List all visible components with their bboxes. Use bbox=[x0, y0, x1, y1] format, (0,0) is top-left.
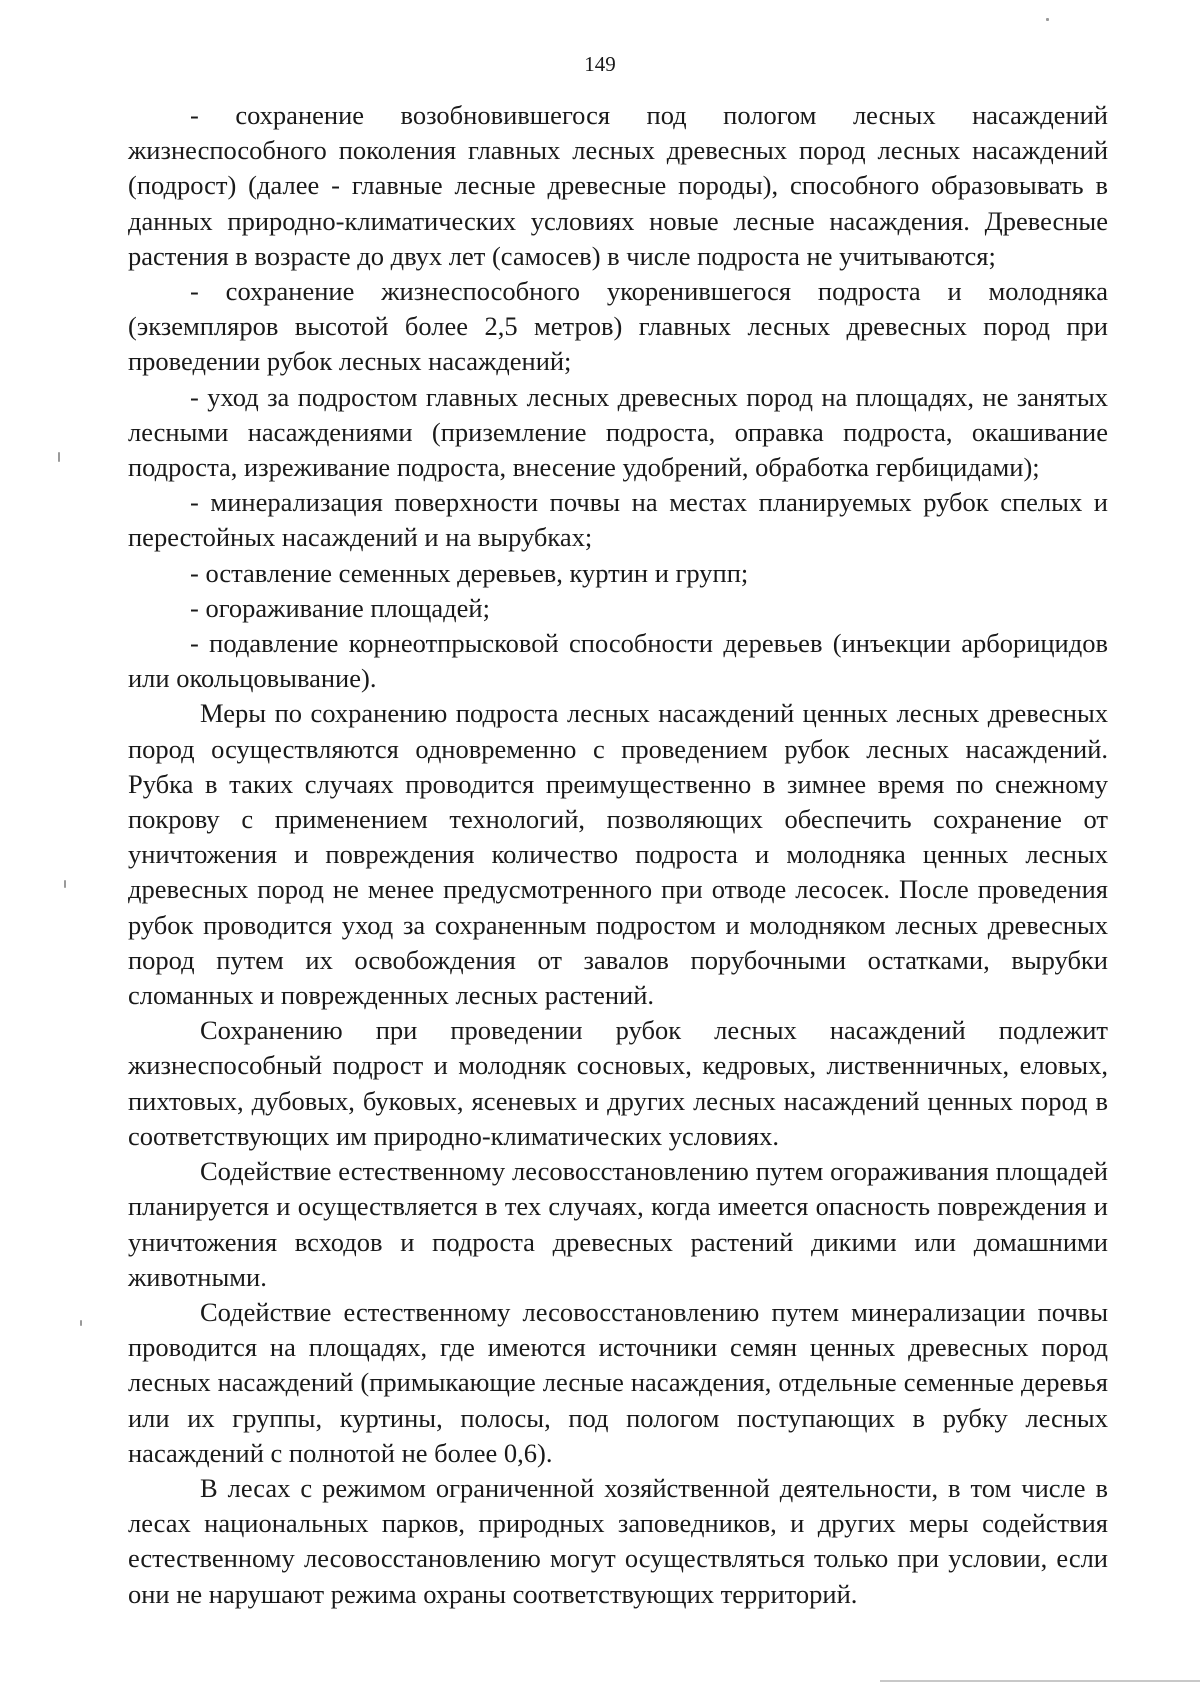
list-item: - сохранение возобновившегося под пологом лесных насаждений жизнеспособного поколения главных лесных древесных пород лесных насаждений (подрост) (далее - главные лесные древесные породы), способного образовывать в данных природно-климатических условиях новые лесные насаждения. Древесные растения в возрасте до двух лет (самосев) в числе подроста не учитываются; bbox=[128, 100, 1108, 271]
page-number: 149 bbox=[584, 52, 616, 76]
paragraph: Содействие естественному лесовосстановлению путем минерализации почвы проводится на площадях, где имеются источники семян ценных древесных пород лесных насаждений (примыкающие лесные насаждения, отдельные семенные деревья или их группы, куртины, полосы, под пологом поступающих в рубку лесных насаждений с полнотой не более 0,6). bbox=[128, 1296, 1108, 1468]
scan-artifact bbox=[64, 880, 66, 888]
scan-artifact bbox=[58, 452, 60, 462]
paragraph: Содействие естественному лесовосстановлению путем огораживания площадей планируется и осуществляется в тех случаях, когда имеется опасность повреждения и уничтожения всходов и подроста древесных растений дикими или домашними животными. bbox=[128, 1156, 1108, 1292]
list-item: - подавление корнеотпрысковой способности деревьев (инъекции арборицидов или окольцовывание). bbox=[128, 628, 1108, 694]
scan-artifact bbox=[80, 1320, 82, 1326]
list-item: - уход за подростом главных лесных древесных пород на площадях, не занятых лесными насаждениями (приземление подроста, оправка подроста, окашивание подроста, изреживание подроста, внесение удобрений, обработка гербицидами); bbox=[128, 381, 1108, 483]
list-item: - огораживание площадей; bbox=[190, 592, 490, 623]
paragraph: Сохранению при проведении рубок лесных насаждений подлежит жизнеспособный подрост и молодняк сосновых, кедровых, лиственничных, еловых, пихтовых, дубовых, буковых, ясеневых и других лесных насаждений ценных пород в соответствующих им природно-климатических условиях. bbox=[128, 1015, 1108, 1151]
list-item: - сохранение жизнеспособного укоренившегося подроста и молодняка (экземпляров высотой более 2,5 метров) главных лесных древесных пород при проведении рубок лесных насаждений; bbox=[128, 276, 1108, 377]
scan-edge-line bbox=[880, 1680, 1200, 1682]
scan-artifact bbox=[1046, 18, 1049, 21]
list-item: - оставление семенных деревьев, куртин и групп; bbox=[190, 557, 749, 588]
paragraph: В лесах с режимом ограниченной хозяйственной деятельности, в том числе в лесах национальных парков, природных заповедников, и других меры содействия естественному лесовосстановлению могут осуществляться только при условии, если они не нарушают режима охраны соответствующих территорий. bbox=[128, 1472, 1108, 1609]
list-item: - минерализация поверхности почвы на местах планируемых рубок спелых и перестойных насаждений и на вырубках; bbox=[128, 487, 1108, 553]
paragraph: Меры по сохранению подроста лесных насаждений ценных лесных древесных пород осуществляются одновременно с проведением рубок лесных насаждений. Рубка в таких случаях проводится преимущественно в зимнее время по снежному покрову с применением технологий, позволяющих обеспечить сохранение от уничтожения и повреждения количество подроста и молодняка ценных лесных древесных пород не менее предусмотренного при отводе лесосек. После проведения рубок проводится уход за сохраненным подростом и молодняком лесных древесных пород путем их освобождения от завалов порубочными остатками, вырубки сломанных и поврежденных лесных растений. bbox=[128, 698, 1108, 1011]
document-body bbox=[128, 98, 1108, 1612]
